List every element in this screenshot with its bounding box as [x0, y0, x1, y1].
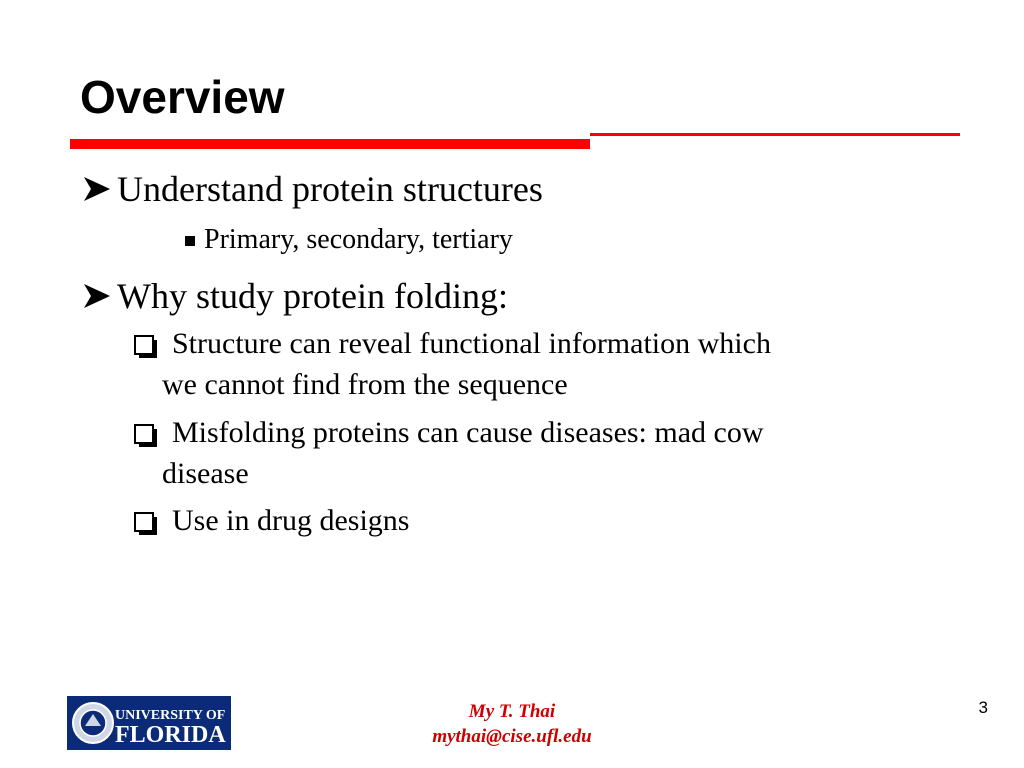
sub-bullet-structure-line2: we cannot find from the sequence: [162, 368, 568, 401]
sub-bullet-structure-line1: Structure can reveal functional information which: [172, 327, 771, 360]
arrow-bullet-icon: [82, 175, 112, 203]
footer-email: mythai@cise.ufl.edu: [432, 726, 592, 747]
slide-title: Overview: [80, 71, 285, 123]
checkbox-bullet-icon: [134, 512, 158, 536]
sub-bullet-structure-levels: Primary, secondary, tertiary: [204, 224, 513, 255]
page-number: 3: [978, 698, 988, 717]
sub-bullet-misfolding-line2: disease: [162, 457, 249, 490]
arrow-bullet-icon: [82, 282, 112, 310]
square-bullet-icon: [185, 236, 195, 246]
svg-text:FLORIDA: FLORIDA: [115, 722, 226, 748]
footer-author: My T. Thai: [468, 701, 556, 722]
title-underline-thin: [590, 133, 960, 136]
svg-text:UNIVERSITY OF: UNIVERSITY OF: [115, 708, 226, 723]
title-underline-thick: [70, 139, 590, 149]
sub-bullet-drug-design: Use in drug designs: [172, 504, 410, 537]
checkbox-bullet-icon: [134, 424, 158, 448]
checkbox-bullet-icon: [134, 335, 158, 359]
bullet-understand-structures: Understand protein structures: [117, 169, 543, 209]
sub-bullet-misfolding-line1: Misfolding proteins can cause diseases: mad cow: [172, 416, 764, 449]
bullet-why-study-folding: Why study protein folding:: [117, 276, 508, 316]
